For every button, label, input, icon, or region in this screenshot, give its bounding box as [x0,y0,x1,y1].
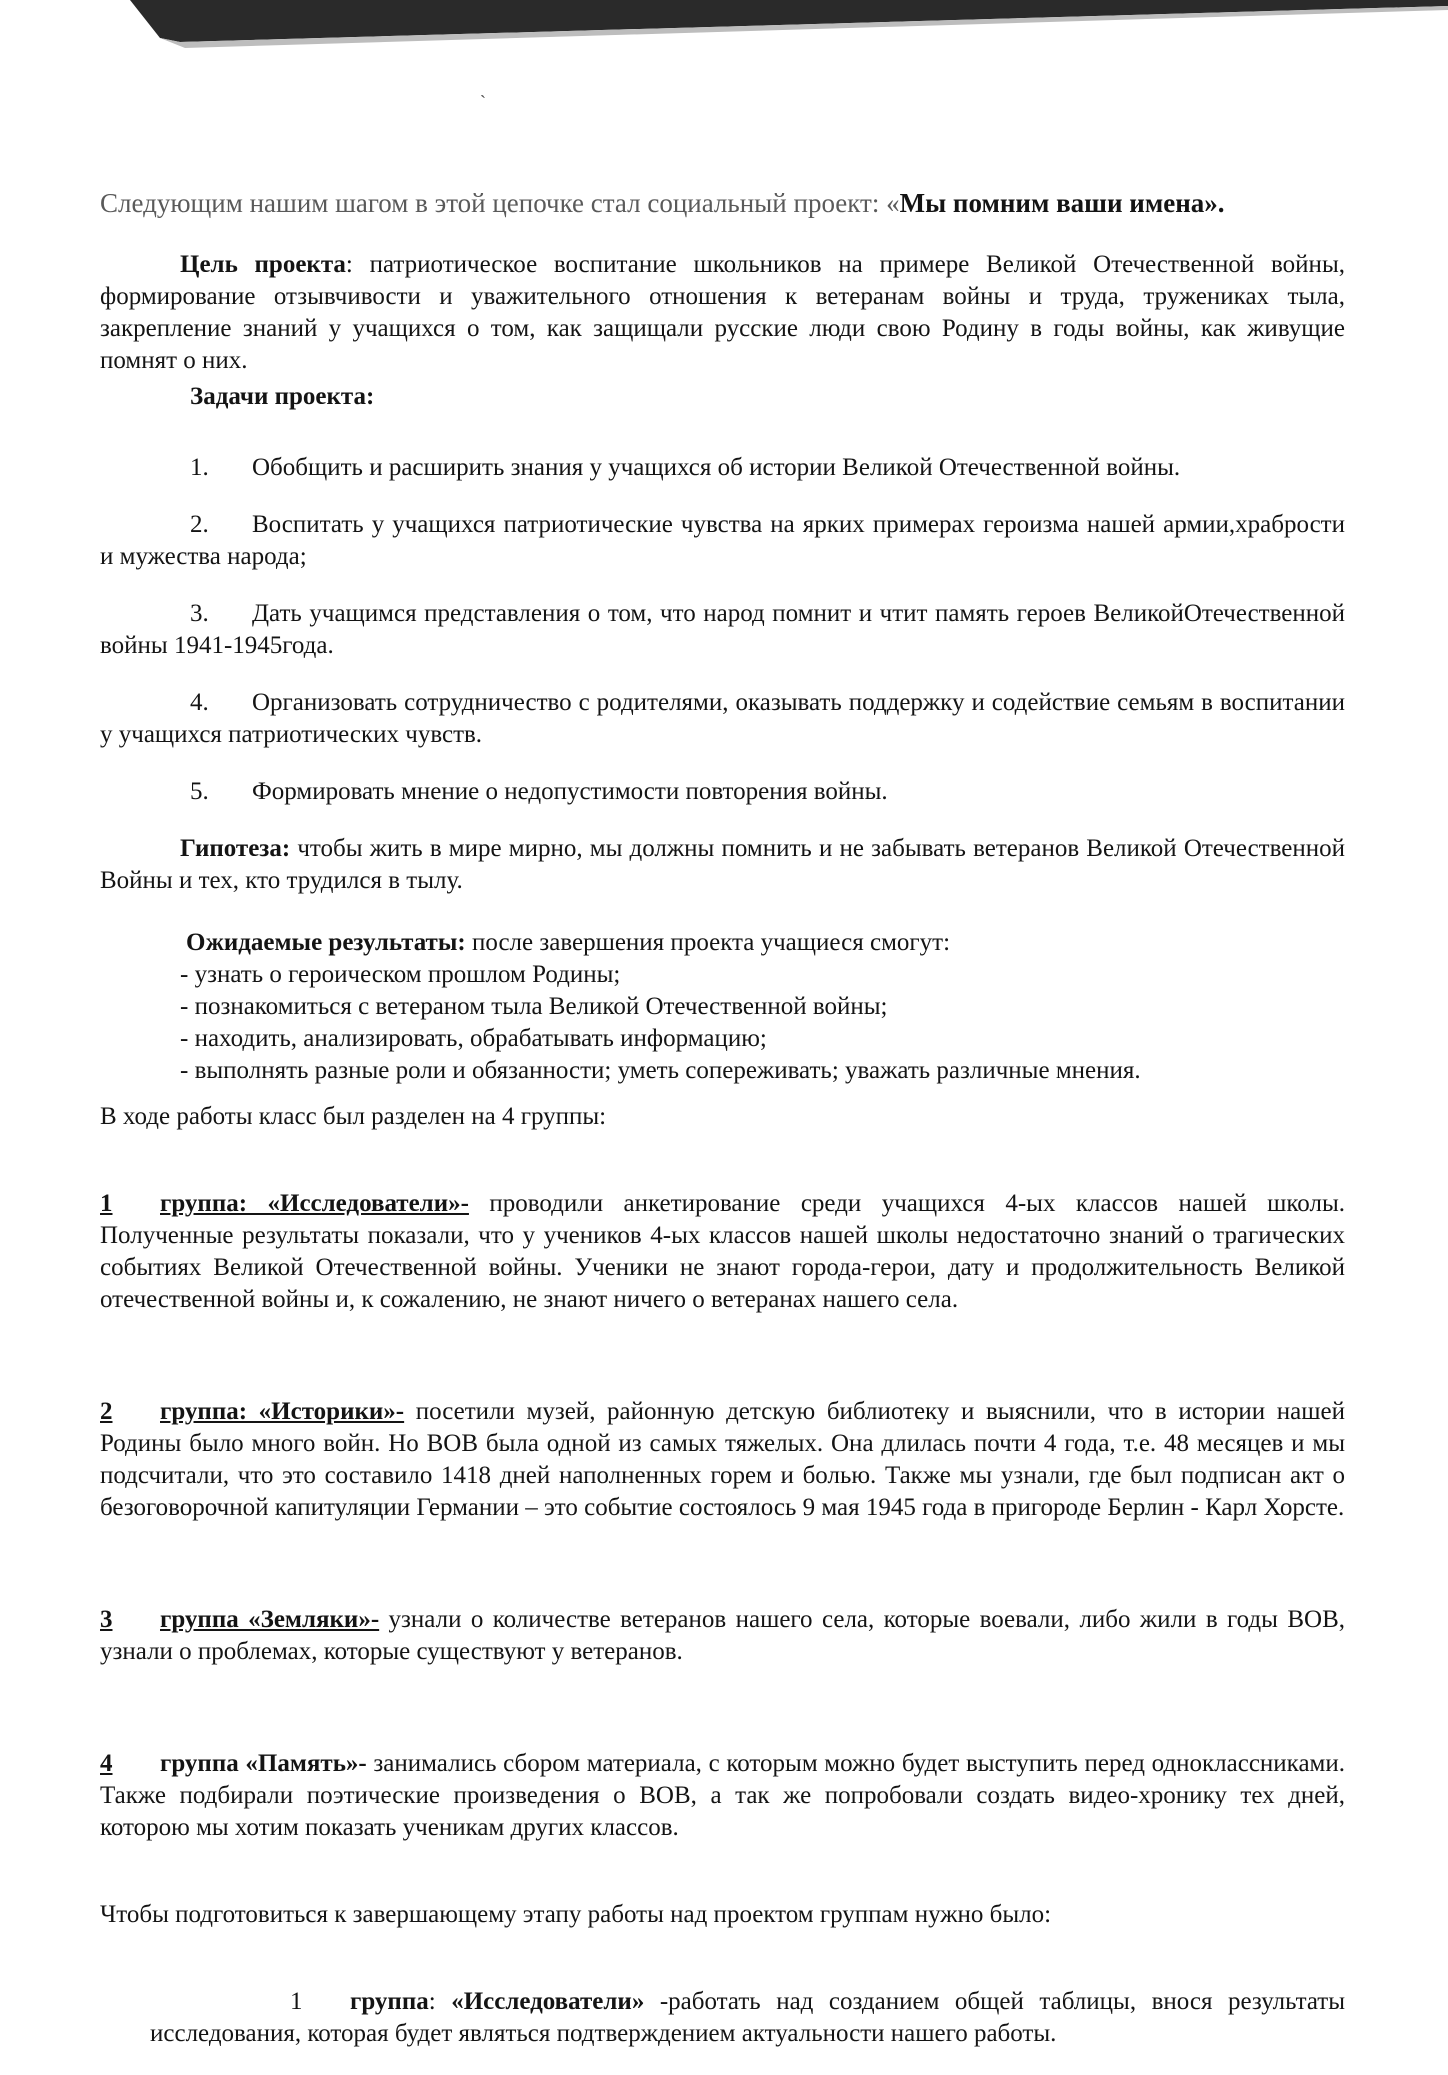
list-item: - узнать о героическом прошлом Родины; [180,961,621,988]
hypothesis-text: чтобы жить в мире мирно, мы должны помнить и не забывать ветеранов Великой Отечественной Войны и тех, кто трудился в тылу. [100,835,1345,894]
group-text: узнали о количестве ветеранов нашего села, которые воевали, либо жили в годы ВОВ, узнали о проблемах, которые существуют у ветеранов. [100,1606,1346,1665]
group-number: 2 [100,1398,113,1425]
list-item: 3. Дать учащимся представления о том, что народ помнит и чтит память героев ВеликойОтечественной войны 1941-1945года. [100,600,1345,659]
goal-paragraph [100,249,1345,377]
preparation-item: 1 группа: «Исследователи» -работать над созданием общей таблицы, внося результаты исследования, которая будет являться подтверждением актуальности нашего работы. [150,1988,1345,2047]
hypothesis-paragraph [100,833,1345,897]
group-paragraph [100,1396,1345,1524]
list-item: - находить, анализировать, обрабатывать информацию; [180,1025,767,1052]
scan-edge-artifact [0,0,1448,60]
document-title [100,185,1345,221]
group-name: группа «Память»- [160,1750,367,1777]
hypothesis-label: Гипотеза: [180,835,291,862]
list-item: 2. Воспитать у учащихся патриотические чувства на ярких примерах героизма нашей армии,храбрости и мужества народа; [100,511,1345,570]
title-project-name: Мы помним ваши имена [899,188,1205,218]
groups-intro: В ходе работы класс был разделен на 4 группы: [100,1103,607,1130]
group-number: 4 [100,1750,113,1777]
expected-results-heading [186,927,1345,959]
group-paragraph [100,1748,1345,1844]
group-paragraph [100,1188,1345,1316]
goal-label: Цель проекта [180,251,346,278]
group-text: посетили музей, районную детскую библиотеку и выяснили, что в истории нашей Родины было много войн. Но ВОВ была одной из самых тяжелых. Она длилась почти 4 года, т.е. 48 месяцев и мы подсчитали, что это составило 1418 дней наполненных горем и болью. Также мы узнали, где был подписан акт о безоговорочной капитуляции Германии – это событие состоялось 9 мая 1945 года в пригороде Берлин - Карл Хорсте. [100,1398,1346,1521]
expected-text: после завершения проекта учащиеся смогут: [465,929,951,956]
group-name: группа: «Историки»- [160,1398,405,1425]
document-page [100,185,1345,2075]
expected-results-list [100,959,1345,1087]
group-text: проводили анкетирование среди учащихся 4-ых классов нашей школы. Полученные результаты показали, что у учеников 4-ых классов нашей школы недостаточно знаний о трагических событиях Великой Отечественной войны. Ученики не знают города-герои, дату и продолжительность Великой отечественной войны и, к сожалению, не знают ничего о ветеранах нашего села. [100,1190,1345,1313]
preparation-number: 1 [290,1988,303,2015]
preparation-text: -работать над созданием общей таблицы, внося результаты исследования, которая будет являться подтверждением актуальности нашего работы. [150,1988,1345,2047]
list-item: - выполнять разные роли и обязанности; уметь сопереживать; уважать различные мнения. [180,1057,1141,1084]
list-item: - познакомиться с ветераном тыла Великой Отечественной войны; [180,993,888,1020]
list-item: 5. Формировать мнение о недопустимости повторения войны. [190,778,888,805]
speck-mark: ` [480,92,486,112]
group-number: 3 [100,1606,113,1633]
expected-label: Ожидаемые результаты: [186,929,466,956]
list-item: 4. Организовать сотрудничество с родителями, оказывать поддержку и содействие семьям в воспитании у учащихся патриотических чувств. [100,689,1345,748]
list-item: 1. Обобщить и расширить знания у учащихся об истории Великой Отечественной войны. [190,454,1181,481]
group-name: группа «Земляки»- [160,1606,380,1633]
group-paragraph [100,1604,1345,1668]
title-intro: Следующим нашим шагом в этой цепочке стал социальный проект: « [100,188,900,218]
group-text: занимались сбором материала, с которым можно будет выступить перед одноклассниками. Также подбирали поэтические произведения о ВОВ, а так же попробовали создать видео-хронику тех дней, которою мы хотим показать ученикам других классов. [100,1750,1345,1841]
groups-list [100,1188,1345,1844]
group-name: группа: «Исследователи»- [160,1190,469,1217]
goal-text: : патриотическое воспитание школьников на примере Великой Отечественной войны, формирование отзывчивости и уважительного отношения к ветеранам войны и труда, тружениках тыла, закрепление знаний у учащихся о том, как защищали русские люди свою Родину в годы войны, как живущие помнят о них. [100,251,1345,374]
tasks-label: Задачи проекта: [190,383,375,410]
preparation-group-word: группа [350,1988,429,2015]
title-end: ». [1204,188,1225,218]
tasks-list [100,452,1345,808]
group-number: 1 [100,1190,113,1217]
preparation-intro: Чтобы подготовиться к завершающему этапу работы над проектом группам нужно было: [100,1901,1052,1928]
preparation-group-name: «Исследователи» [451,1988,645,2015]
